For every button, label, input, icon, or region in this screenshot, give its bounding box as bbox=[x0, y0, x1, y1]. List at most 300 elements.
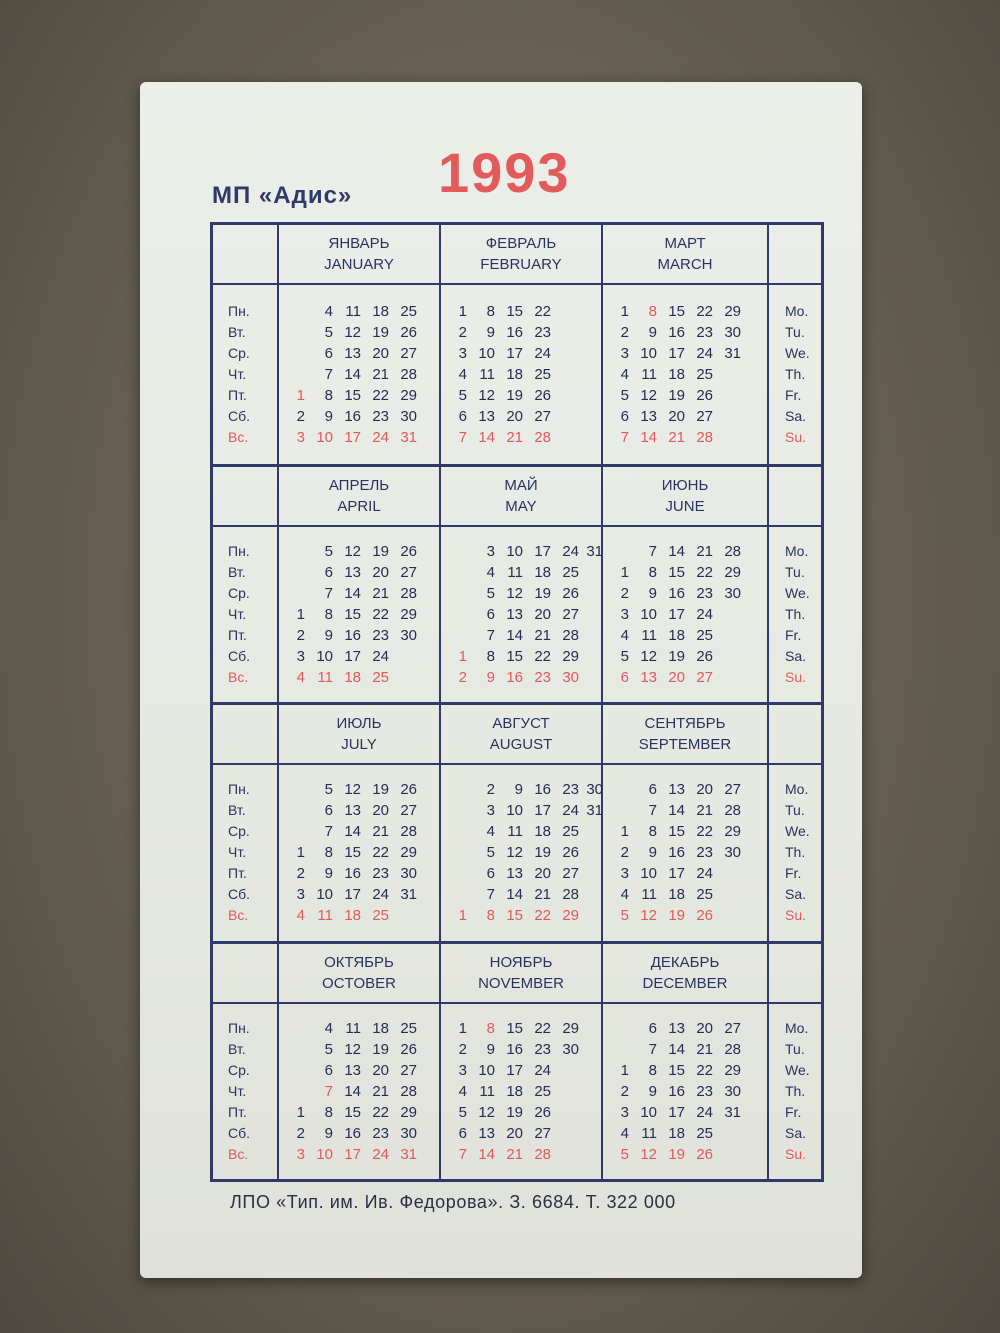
weekday-row bbox=[289, 604, 431, 625]
day-number: 3 bbox=[620, 605, 629, 623]
day-number bbox=[741, 1144, 765, 1165]
day-number bbox=[713, 863, 741, 884]
day-number: 26 bbox=[534, 1103, 551, 1121]
weekday-labels-ru bbox=[213, 1004, 279, 1180]
day-number: 20 bbox=[506, 407, 523, 425]
day-number: 13 bbox=[506, 605, 523, 623]
calendar-year: 1993 bbox=[438, 141, 571, 204]
day-number: 10 bbox=[316, 1145, 333, 1163]
day-number: 12 bbox=[640, 1145, 657, 1163]
weekday-row bbox=[451, 541, 603, 562]
weekday-row bbox=[451, 427, 593, 448]
day-number: 6 bbox=[324, 563, 333, 581]
month-name-en: NOVEMBER bbox=[478, 974, 564, 992]
day-number: 12 bbox=[344, 323, 361, 341]
day-number: 27 bbox=[562, 865, 579, 883]
day-number bbox=[417, 800, 441, 821]
weekday-label: Вт. bbox=[228, 323, 246, 340]
day-number: 4 bbox=[486, 823, 495, 841]
day-number: 4 bbox=[296, 668, 305, 686]
weekday-label: Чт. bbox=[228, 1082, 247, 1099]
day-number: 28 bbox=[400, 1082, 417, 1100]
day-number: 24 bbox=[372, 1145, 389, 1163]
weekday-row bbox=[613, 842, 759, 863]
day-number: 18 bbox=[372, 302, 389, 320]
weekday-label: Su. bbox=[785, 668, 807, 685]
day-number bbox=[579, 863, 603, 884]
day-number: 22 bbox=[534, 1019, 551, 1037]
day-number: 27 bbox=[724, 781, 741, 799]
day-number: 16 bbox=[506, 668, 523, 686]
weekday-label: Th. bbox=[785, 605, 806, 622]
day-number: 22 bbox=[534, 647, 551, 665]
day-number: 22 bbox=[372, 605, 389, 623]
day-number: 17 bbox=[344, 1145, 361, 1163]
day-number: 18 bbox=[668, 1124, 685, 1142]
weekday-row bbox=[451, 1102, 593, 1123]
day-number bbox=[579, 583, 603, 604]
month-name-ru: ЯНВАРЬ bbox=[328, 235, 390, 252]
day-number: 21 bbox=[696, 542, 713, 560]
weekday-label: Вс. bbox=[228, 907, 249, 924]
day-number: 28 bbox=[400, 584, 417, 602]
weekday-row bbox=[613, 667, 759, 688]
day-number: 9 bbox=[486, 1040, 495, 1058]
day-number bbox=[389, 646, 417, 667]
day-number bbox=[741, 625, 765, 646]
weekday-row bbox=[613, 385, 759, 406]
month-header bbox=[279, 225, 441, 285]
weekday-row bbox=[451, 364, 593, 385]
day-number: 2 bbox=[458, 323, 467, 341]
weekday-labels-ru bbox=[213, 765, 279, 941]
day-number: 9 bbox=[324, 1124, 333, 1142]
weekday-label: Sa. bbox=[785, 407, 807, 424]
day-number: 5 bbox=[458, 386, 467, 404]
day-number: 28 bbox=[724, 802, 741, 820]
day-number: 30 bbox=[724, 584, 741, 602]
weekday-row bbox=[289, 322, 431, 343]
month-name-en: DECEMBER bbox=[642, 974, 728, 992]
day-number: 11 bbox=[641, 365, 657, 383]
day-number: 4 bbox=[296, 907, 305, 925]
weekday-labels-ru bbox=[213, 527, 279, 703]
day-number: 1 bbox=[620, 1061, 629, 1079]
calendar-card bbox=[140, 82, 862, 1278]
day-number bbox=[741, 1081, 765, 1102]
day-number: 13 bbox=[640, 668, 657, 686]
day-number: 8 bbox=[486, 302, 495, 320]
day-number bbox=[713, 406, 741, 427]
weekday-row bbox=[289, 364, 431, 385]
day-number: 15 bbox=[344, 1103, 361, 1121]
weekday-label: We. bbox=[785, 584, 810, 601]
day-number: 9 bbox=[324, 407, 333, 425]
weekday-row bbox=[613, 1144, 759, 1165]
day-number: 16 bbox=[344, 626, 361, 644]
day-number bbox=[417, 406, 441, 427]
day-number: 3 bbox=[620, 1103, 629, 1121]
day-number: 25 bbox=[372, 907, 389, 925]
day-number: 2 bbox=[296, 1124, 305, 1142]
weekday-row bbox=[289, 1081, 431, 1102]
weekday-row bbox=[613, 1123, 759, 1144]
day-number: 20 bbox=[696, 781, 713, 799]
weekday-label: Пт. bbox=[228, 865, 247, 882]
day-number: 15 bbox=[344, 386, 361, 404]
day-number: 27 bbox=[724, 1019, 741, 1037]
day-number: 28 bbox=[696, 428, 713, 446]
day-number: 29 bbox=[400, 1103, 417, 1121]
weekday-label: Th. bbox=[785, 365, 806, 382]
day-number bbox=[417, 1144, 441, 1165]
month-days bbox=[441, 1004, 603, 1180]
day-number bbox=[741, 343, 765, 364]
day-number: 4 bbox=[620, 365, 629, 383]
weekday-label: We. bbox=[785, 823, 810, 840]
day-number: 16 bbox=[668, 584, 685, 602]
day-number: 18 bbox=[668, 365, 685, 383]
weekday-label: Fr. bbox=[785, 865, 802, 882]
day-number: 1 bbox=[296, 605, 305, 623]
day-number: 30 bbox=[400, 626, 417, 644]
day-number bbox=[417, 604, 441, 625]
day-number: 6 bbox=[486, 865, 495, 883]
day-number bbox=[579, 1018, 603, 1039]
weekday-row bbox=[451, 800, 603, 821]
day-number: 4 bbox=[486, 563, 495, 581]
day-number: 18 bbox=[344, 907, 361, 925]
weekday-row bbox=[613, 343, 759, 364]
day-number: 19 bbox=[372, 542, 389, 560]
day-number: 12 bbox=[344, 781, 361, 799]
day-number bbox=[579, 842, 603, 863]
weekday-row bbox=[289, 800, 431, 821]
day-number: 27 bbox=[562, 605, 579, 623]
day-number: 24 bbox=[696, 344, 713, 362]
month-days bbox=[441, 765, 603, 941]
day-number: 1 bbox=[458, 302, 467, 320]
day-number: 4 bbox=[324, 1019, 333, 1037]
day-number: 28 bbox=[562, 626, 579, 644]
day-number: 16 bbox=[534, 781, 551, 799]
weekday-label: Сб. bbox=[228, 1124, 251, 1141]
month-header bbox=[279, 705, 441, 765]
day-number bbox=[713, 604, 741, 625]
day-number: 12 bbox=[478, 386, 495, 404]
weekday-label: Tu. bbox=[785, 1040, 805, 1057]
day-number bbox=[417, 1123, 441, 1144]
weekday-labels-en bbox=[769, 765, 821, 941]
day-number bbox=[451, 562, 467, 583]
day-number: 24 bbox=[696, 1103, 713, 1121]
day-number bbox=[417, 884, 441, 905]
day-number: 21 bbox=[372, 584, 389, 602]
weekday-label: Su. bbox=[785, 1145, 807, 1162]
day-number bbox=[289, 301, 305, 322]
weekday-row bbox=[289, 863, 431, 884]
day-number: 13 bbox=[478, 1124, 495, 1142]
day-number: 9 bbox=[324, 626, 333, 644]
day-number bbox=[741, 821, 765, 842]
day-number: 20 bbox=[372, 344, 389, 362]
day-number bbox=[551, 1081, 579, 1102]
weekday-row bbox=[451, 1039, 593, 1060]
day-number: 7 bbox=[648, 1040, 657, 1058]
day-number: 23 bbox=[372, 407, 389, 425]
day-number: 23 bbox=[534, 323, 551, 341]
day-number bbox=[579, 562, 603, 583]
day-number: 30 bbox=[562, 1040, 579, 1058]
day-number: 8 bbox=[324, 386, 333, 404]
day-number: 25 bbox=[400, 302, 417, 320]
day-number: 29 bbox=[400, 844, 417, 862]
day-number bbox=[417, 821, 441, 842]
day-number: 10 bbox=[478, 344, 495, 362]
weekday-label: Fr. bbox=[785, 386, 802, 403]
day-number: 23 bbox=[372, 626, 389, 644]
day-number: 14 bbox=[640, 428, 657, 446]
day-number: 6 bbox=[458, 1124, 467, 1142]
day-number: 1 bbox=[620, 302, 629, 320]
day-number: 19 bbox=[668, 907, 685, 925]
day-number: 1 bbox=[296, 386, 305, 404]
day-number: 6 bbox=[620, 407, 629, 425]
day-number: 30 bbox=[586, 781, 603, 799]
day-number: 7 bbox=[324, 1082, 333, 1100]
day-number: 23 bbox=[696, 584, 713, 602]
weekday-label: Вт. bbox=[228, 1040, 246, 1057]
day-number: 27 bbox=[696, 407, 713, 425]
quarter-row bbox=[213, 225, 821, 464]
day-number bbox=[551, 364, 579, 385]
day-number: 25 bbox=[696, 626, 713, 644]
day-number bbox=[451, 541, 467, 562]
weekday-label: Mo. bbox=[785, 302, 809, 319]
day-number: 14 bbox=[506, 886, 523, 904]
day-number bbox=[579, 1102, 603, 1123]
day-number bbox=[417, 1060, 441, 1081]
day-number: 6 bbox=[486, 605, 495, 623]
weekday-row bbox=[289, 1018, 431, 1039]
day-number bbox=[713, 385, 741, 406]
day-number bbox=[741, 842, 765, 863]
weekday-row bbox=[451, 562, 593, 583]
month-name-en: MARCH bbox=[657, 256, 713, 273]
day-number bbox=[713, 905, 741, 926]
weekday-row bbox=[613, 427, 759, 448]
weekday-labels-en bbox=[769, 527, 821, 703]
day-number: 2 bbox=[620, 584, 629, 602]
weekday-label: Пн. bbox=[228, 302, 250, 319]
day-number: 3 bbox=[296, 886, 305, 904]
day-number bbox=[289, 779, 305, 800]
day-number: 9 bbox=[324, 865, 333, 883]
weekday-row bbox=[289, 625, 431, 646]
day-number bbox=[417, 343, 441, 364]
day-number: 14 bbox=[344, 823, 361, 841]
weekday-row bbox=[289, 1060, 431, 1081]
day-number: 26 bbox=[400, 1040, 417, 1058]
day-number: 28 bbox=[400, 365, 417, 383]
month-name-en: JANUARY bbox=[324, 256, 394, 273]
day-number: 12 bbox=[640, 907, 657, 925]
weekday-row bbox=[289, 541, 431, 562]
day-number: 19 bbox=[372, 323, 389, 341]
weekday-row bbox=[289, 406, 431, 427]
day-number: 19 bbox=[372, 781, 389, 799]
day-number: 15 bbox=[506, 907, 523, 925]
day-number: 15 bbox=[668, 302, 685, 320]
header-spacer bbox=[769, 467, 821, 527]
day-number: 19 bbox=[506, 386, 523, 404]
weekday-row bbox=[451, 1144, 593, 1165]
weekday-label: Sa. bbox=[785, 647, 807, 664]
day-number: 23 bbox=[534, 1040, 551, 1058]
day-number bbox=[741, 884, 765, 905]
day-number bbox=[417, 322, 441, 343]
day-number: 20 bbox=[534, 605, 551, 623]
day-number bbox=[613, 541, 629, 562]
day-number: 24 bbox=[562, 542, 579, 560]
day-number: 29 bbox=[724, 563, 741, 581]
weekday-row bbox=[613, 301, 759, 322]
day-number: 22 bbox=[696, 1061, 713, 1079]
month-header bbox=[603, 467, 769, 527]
day-number: 15 bbox=[344, 605, 361, 623]
weekday-label: Пн. bbox=[228, 1019, 250, 1036]
day-number bbox=[551, 1144, 579, 1165]
day-number: 27 bbox=[400, 1061, 417, 1079]
day-number: 25 bbox=[696, 365, 713, 383]
day-number: 22 bbox=[534, 907, 551, 925]
day-number bbox=[289, 1018, 305, 1039]
weekday-label: Пн. bbox=[228, 781, 250, 798]
day-number: 17 bbox=[534, 542, 551, 560]
day-number: 13 bbox=[344, 1061, 361, 1079]
weekday-row bbox=[289, 343, 431, 364]
day-number: 28 bbox=[724, 1040, 741, 1058]
weekday-label: Пт. bbox=[228, 626, 247, 643]
day-number: 24 bbox=[372, 886, 389, 904]
day-number: 14 bbox=[478, 1145, 495, 1163]
day-number: 14 bbox=[478, 428, 495, 446]
month-header bbox=[279, 944, 441, 1004]
day-number bbox=[289, 821, 305, 842]
day-number: 15 bbox=[506, 302, 523, 320]
day-number bbox=[741, 427, 765, 448]
day-number bbox=[417, 1081, 441, 1102]
day-number: 31 bbox=[400, 1145, 417, 1163]
day-number bbox=[389, 667, 417, 688]
month-name-ru: АПРЕЛЬ bbox=[328, 476, 390, 494]
month-days bbox=[603, 765, 769, 941]
day-number: 1 bbox=[620, 823, 629, 841]
month-name-en: JUNE bbox=[665, 497, 705, 515]
day-number bbox=[289, 364, 305, 385]
month-header bbox=[603, 944, 769, 1004]
day-number: 15 bbox=[668, 1061, 685, 1079]
day-number bbox=[741, 667, 765, 688]
weekday-label: Mo. bbox=[785, 781, 809, 798]
weekday-label: Пт. bbox=[228, 1103, 247, 1120]
day-number: 28 bbox=[534, 428, 551, 446]
weekday-row bbox=[613, 1081, 759, 1102]
day-number: 12 bbox=[344, 1040, 361, 1058]
day-number: 20 bbox=[372, 802, 389, 820]
day-number: 13 bbox=[344, 563, 361, 581]
day-number: 3 bbox=[458, 344, 467, 362]
weekday-row bbox=[451, 821, 593, 842]
header-spacer bbox=[769, 944, 821, 1004]
day-number bbox=[417, 1102, 441, 1123]
day-number: 27 bbox=[696, 668, 713, 686]
day-number: 11 bbox=[507, 823, 523, 841]
day-number: 6 bbox=[620, 668, 629, 686]
day-number: 18 bbox=[534, 563, 551, 581]
day-number bbox=[579, 301, 603, 322]
day-number: 30 bbox=[562, 668, 579, 686]
month-days bbox=[603, 1004, 769, 1180]
day-number: 6 bbox=[324, 802, 333, 820]
day-number: 11 bbox=[479, 1082, 495, 1100]
month-days bbox=[441, 527, 603, 703]
day-number: 23 bbox=[696, 1082, 713, 1100]
weekday-label: We. bbox=[785, 1061, 810, 1078]
weekday-label: Su. bbox=[785, 907, 807, 924]
day-number bbox=[289, 1039, 305, 1060]
day-number: 1 bbox=[458, 1019, 467, 1037]
weekday-row bbox=[289, 1123, 431, 1144]
weekday-row bbox=[451, 1018, 593, 1039]
day-number: 27 bbox=[534, 407, 551, 425]
day-number: 16 bbox=[344, 865, 361, 883]
day-number: 21 bbox=[534, 886, 551, 904]
day-number bbox=[451, 821, 467, 842]
weekday-row bbox=[289, 583, 431, 604]
day-number: 30 bbox=[400, 1124, 417, 1142]
day-number: 4 bbox=[620, 626, 629, 644]
day-number: 21 bbox=[534, 626, 551, 644]
day-number: 13 bbox=[640, 407, 657, 425]
month-name-ru: ФЕВРАЛЬ bbox=[485, 235, 557, 252]
day-number bbox=[613, 779, 629, 800]
day-number bbox=[451, 863, 467, 884]
day-number: 12 bbox=[640, 647, 657, 665]
day-number: 9 bbox=[514, 781, 523, 799]
day-number: 22 bbox=[696, 823, 713, 841]
day-number: 22 bbox=[372, 386, 389, 404]
day-number bbox=[451, 625, 467, 646]
weekday-row bbox=[451, 884, 593, 905]
day-number: 26 bbox=[400, 781, 417, 799]
day-number bbox=[551, 1123, 579, 1144]
month-days bbox=[603, 527, 769, 703]
weekday-row bbox=[451, 1123, 593, 1144]
day-number: 15 bbox=[506, 647, 523, 665]
day-number bbox=[713, 1144, 741, 1165]
day-number: 10 bbox=[316, 647, 333, 665]
weekday-row bbox=[613, 364, 759, 385]
day-number bbox=[579, 646, 603, 667]
day-number: 28 bbox=[724, 542, 741, 560]
day-number bbox=[417, 779, 441, 800]
day-number bbox=[551, 322, 579, 343]
day-number bbox=[741, 541, 765, 562]
weekday-row bbox=[613, 406, 759, 427]
day-number bbox=[741, 863, 765, 884]
day-number: 16 bbox=[344, 407, 361, 425]
